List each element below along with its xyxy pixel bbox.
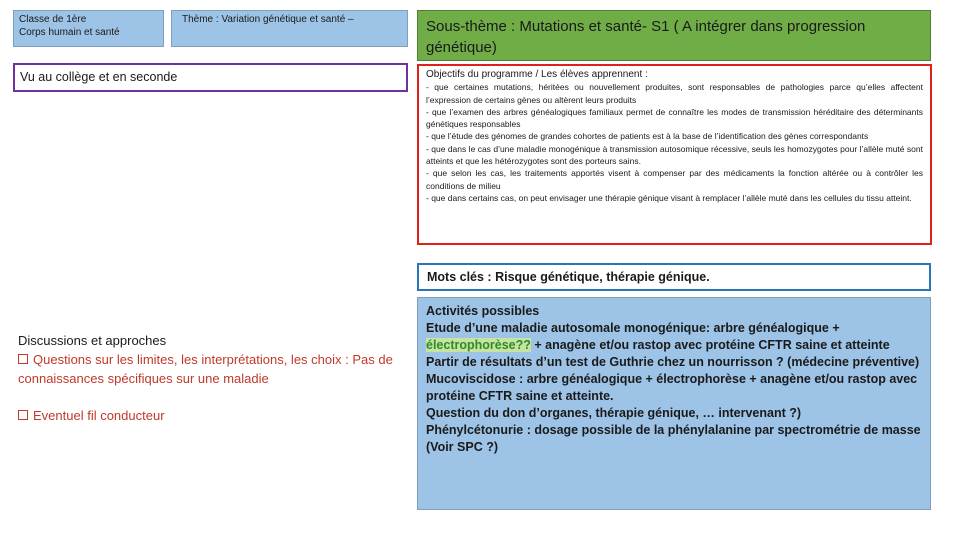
activites-box	[417, 297, 931, 510]
sous-theme-text: Sous-thème : Mutations et santé- S1 ( A intégrer dans progression génétique)	[426, 18, 866, 56]
activite-line: Question du don d’organes, thérapie génique, … intervenant ?)	[426, 406, 802, 420]
activite-line: Mucoviscidose : arbre généalogique + électrophorèse + anagène et/ou rastop avec protéine CFTR saine et atteinte.	[426, 372, 918, 403]
objectif-item: - que certaines mutations, héritées ou nouvellement produites, sont responsables de pathologies parce qu’elles affectent l’expression de certains gènes ou altèrent leurs produits	[426, 82, 923, 105]
discussions-item2-text: Eventuel fil conducteur	[33, 408, 165, 423]
discussions-box	[13, 325, 408, 431]
classe-box	[13, 10, 164, 47]
objectif-item: - que l’examen des arbres généalogiques familiaux permet de connaître les modes de transmission héréditaire des déterminants génétiques responsables	[426, 106, 923, 130]
discussions-item1-text: Questions sur les limites, les interprétations, les choix : Pas de connaissances spécifiques sur une maladie	[18, 352, 393, 386]
discussions-item-fil	[18, 406, 403, 425]
theme-box	[171, 10, 408, 47]
checkbox-icon	[18, 410, 28, 420]
activite-line	[426, 320, 922, 354]
objectif-item: - que l’étude des génomes de grandes cohortes de patients est à la base de l’identification des gènes correspondants	[426, 131, 869, 142]
activite-line1-a: Etude d’une maladie autosomale monogénique: arbre généalogique +	[426, 321, 840, 335]
objectif-item: - que dans certains cas, on peut envisager une thérapie génique visant à remplacer l’allèle muté dans les cellules du tissu atteint.	[426, 192, 912, 203]
classe-line1: Classe de 1ère	[19, 14, 87, 25]
activite-highlight: électrophorèse??	[426, 338, 531, 352]
classe-line2: Corps humain et santé	[19, 27, 120, 38]
checkbox-icon	[18, 354, 28, 364]
discussions-item-questions	[18, 350, 403, 388]
activite-line: Partir de résultats d’un test de Guthrie chez un nourrisson ? (médecine préventive)	[426, 355, 920, 369]
objectif-item: - que dans le cas d’une maladie monogénique à transmission autosomique récessive, seuls les homozygotes pour l’allèle muté sont atteints et que les hétérozygotes sont des porteurs sains.	[426, 143, 923, 167]
objectif-item: - que selon les cas, les traitements apportés visent à compenser par des médicaments la fonction altérée ou à contrôler les conditions de milieu	[426, 168, 923, 191]
mots-cles-text: Mots clés : Risque génétique, thérapie génique.	[427, 270, 710, 284]
theme-text: Thème : Variation génétique et santé –	[182, 14, 354, 25]
activite-line: Phénylcétonurie : dosage possible de la phénylalanine par spectrométrie de masse (Voir SPC ?)	[426, 423, 921, 454]
discussions-title: Discussions et approches	[18, 333, 167, 348]
activite-line1-b: + anagène et/ou rastop avec protéine CFTR saine et atteinte	[530, 338, 890, 352]
vu-box	[13, 63, 408, 92]
activites-title: Activités possibles	[426, 304, 540, 318]
sous-theme-box	[417, 10, 931, 61]
mots-cles-box	[417, 263, 931, 291]
objectifs-box	[417, 64, 932, 245]
objectifs-title: Objectifs du programme / Les élèves apprennent :	[426, 69, 648, 80]
vu-text: Vu au collège et en seconde	[20, 70, 178, 84]
